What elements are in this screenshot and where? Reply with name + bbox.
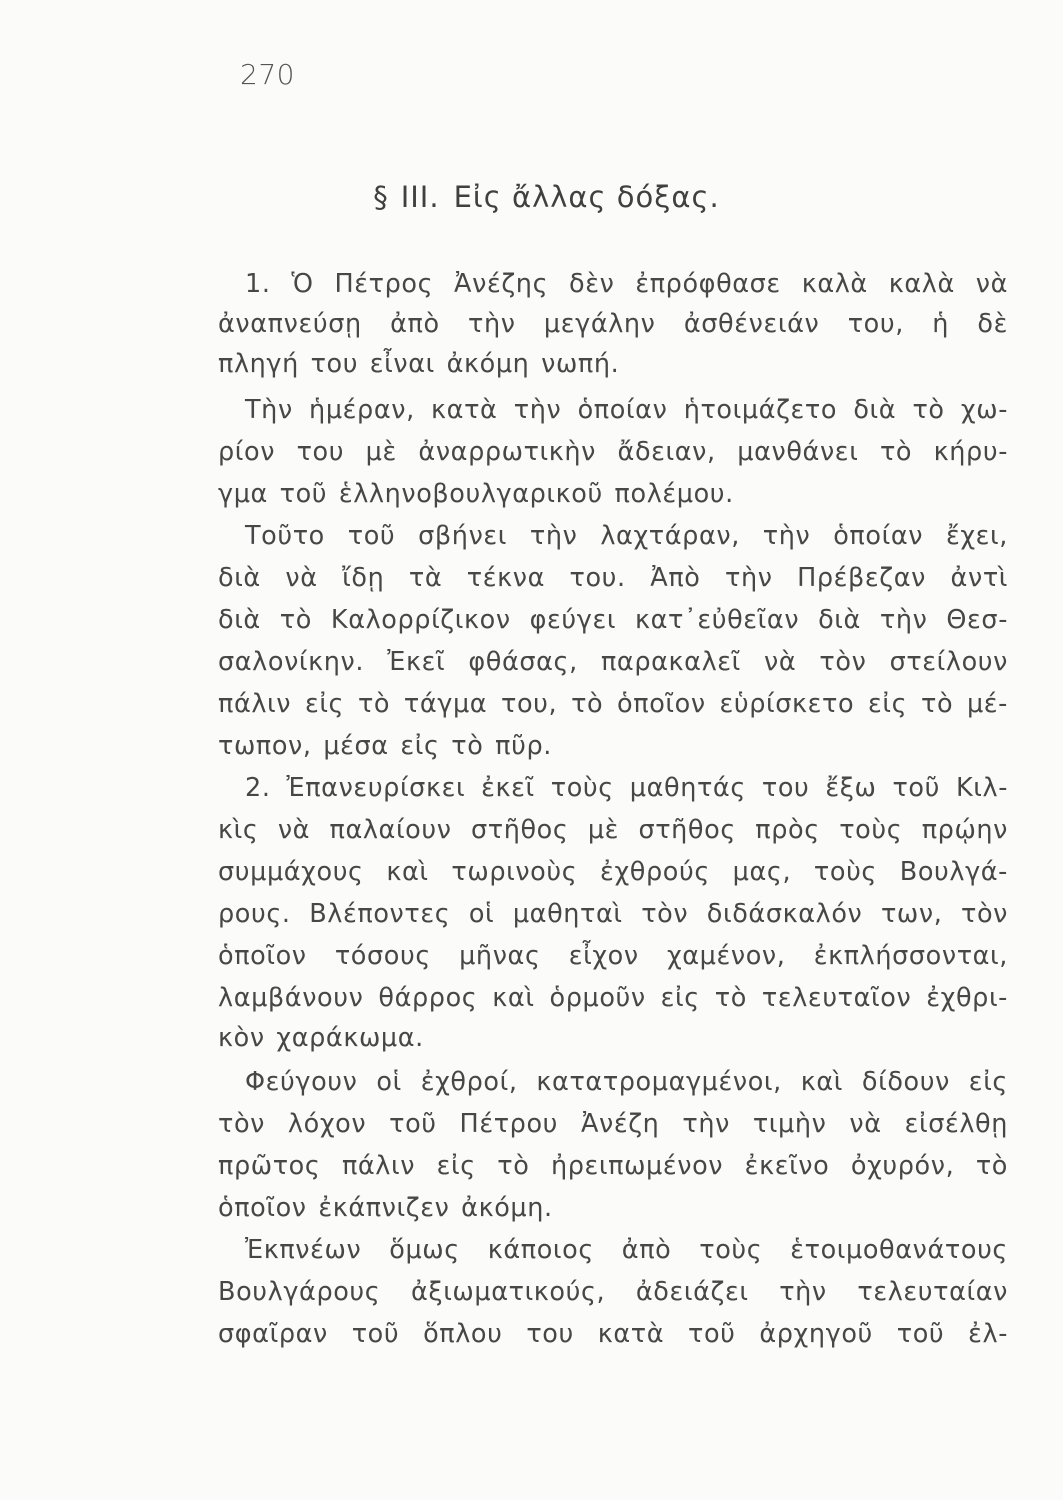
text-line: σφαῖραν τοῦ ὅπλου του κατὰ τοῦ ἀρχηγοῦ τοῦ ἐλ- [218, 1319, 1008, 1349]
text-line: γμα τοῦ ἑλληνοβουλγαρικοῦ πολέμου. [218, 479, 734, 509]
text-line: τὸν λόχον τοῦ Πέτρου Ἀνέζη τὴν τιμὴν νὰ εἰσέλθῃ [218, 1109, 1008, 1139]
text-line: ὁποῖον τόσους μῆνας εἶχον χαμένον, ἐκπλήσσονται, [218, 941, 1008, 971]
text-line: πρῶτος πάλιν εἰς τὸ ἠρειπωμένον ἐκεῖνο ὀχυρόν, τὸ [218, 1151, 1008, 1181]
text-line: Τὴν ἡμέραν, κατὰ τὴν ὁποίαν ἡτοιμάζετο διὰ τὸ χω- [245, 395, 1008, 425]
section-number: III. [400, 180, 440, 214]
text-line: κὶς νὰ παλαίουν στῆθος μὲ στῆθος πρὸς τοὺς πρῴην [218, 815, 1008, 845]
text-line: Ἐκπνέων ὅμως κάποιος ἀπὸ τοὺς ἑτοιμοθανάτους [245, 1235, 1008, 1265]
text-line: Βουλγάρους ἀξιωματικούς, ἀδειάζει τὴν τελευταίαν [218, 1277, 1008, 1307]
text-line: ρους. Βλέποντες οἱ μαθηταὶ τὸν διδάσκαλόν των, τὸν [218, 899, 1008, 929]
section-mark: § [373, 180, 389, 214]
text-line: Τοῦτο τοῦ σβήνει τὴν λαχτάραν, τὴν ὁποίαν ἔχει, [245, 521, 1008, 551]
text-line: διὰ νὰ ἴδῃ τὰ τέκνα του. Ἀπὸ τὴν Πρέβεζαν ἀντὶ [218, 563, 1008, 593]
text-line: ρίον του μὲ ἀναρρωτικὴν ἄδειαν, μανθάνει τὸ κήρυ- [218, 437, 1008, 467]
text-line: Φεύγουν οἱ ἐχθροί, κατατρομαγμένοι, καὶ δίδουν εἰς [245, 1067, 1008, 1097]
text-line: 2. Ἐπανευρίσκει ἐκεῖ τοὺς μαθητάς του ἔξω τοῦ Κιλ- [245, 773, 1008, 803]
text-line: σαλονίκην. Ἐκεῖ φθάσας, παρακαλεῖ νὰ τὸν στείλουν [218, 647, 1008, 677]
text-line: ὁποῖον ἐκάπνιζεν ἀκόμη. [218, 1193, 553, 1223]
text-line: τωπον, μέσα εἰς τὸ πῦρ. [218, 731, 552, 761]
page-number: 270 [240, 58, 295, 91]
text-line: 1. Ὁ Πέτρος Ἀνέζης δὲν ἐπρόφθασε καλὰ καλὰ νὰ [245, 269, 1008, 299]
text-line: λαμβάνουν θάρρος καὶ ὁρμοῦν εἰς τὸ τελευταῖον ἐχθρι- [218, 983, 1008, 1013]
text-line: διὰ τὸ Καλορρίζικον φεύγει κατ᾽εὐθεῖαν διὰ τὴν Θεσ- [218, 605, 1008, 635]
text-line: πληγή του εἶναι ἀκόμη νωπή. [218, 349, 620, 379]
text-line: συμμάχους καὶ τωρινοὺς ἐχθρούς μας, τοὺς Βουλγά- [218, 857, 1008, 887]
text-line: κὸν χαράκωμα. [218, 1023, 424, 1053]
text-line: ἀναπνεύσῃ ἀπὸ τὴν μεγάλην ἀσθένειάν του, ἡ δὲ [218, 309, 1008, 339]
text-line: πάλιν εἰς τὸ τάγμα του, τὸ ὁποῖον εὑρίσκετο εἰς τὸ μέ- [218, 689, 1008, 719]
section-title: Εἰς ἄλλας δόξας. [453, 180, 720, 214]
section-heading [0, 180, 1063, 214]
